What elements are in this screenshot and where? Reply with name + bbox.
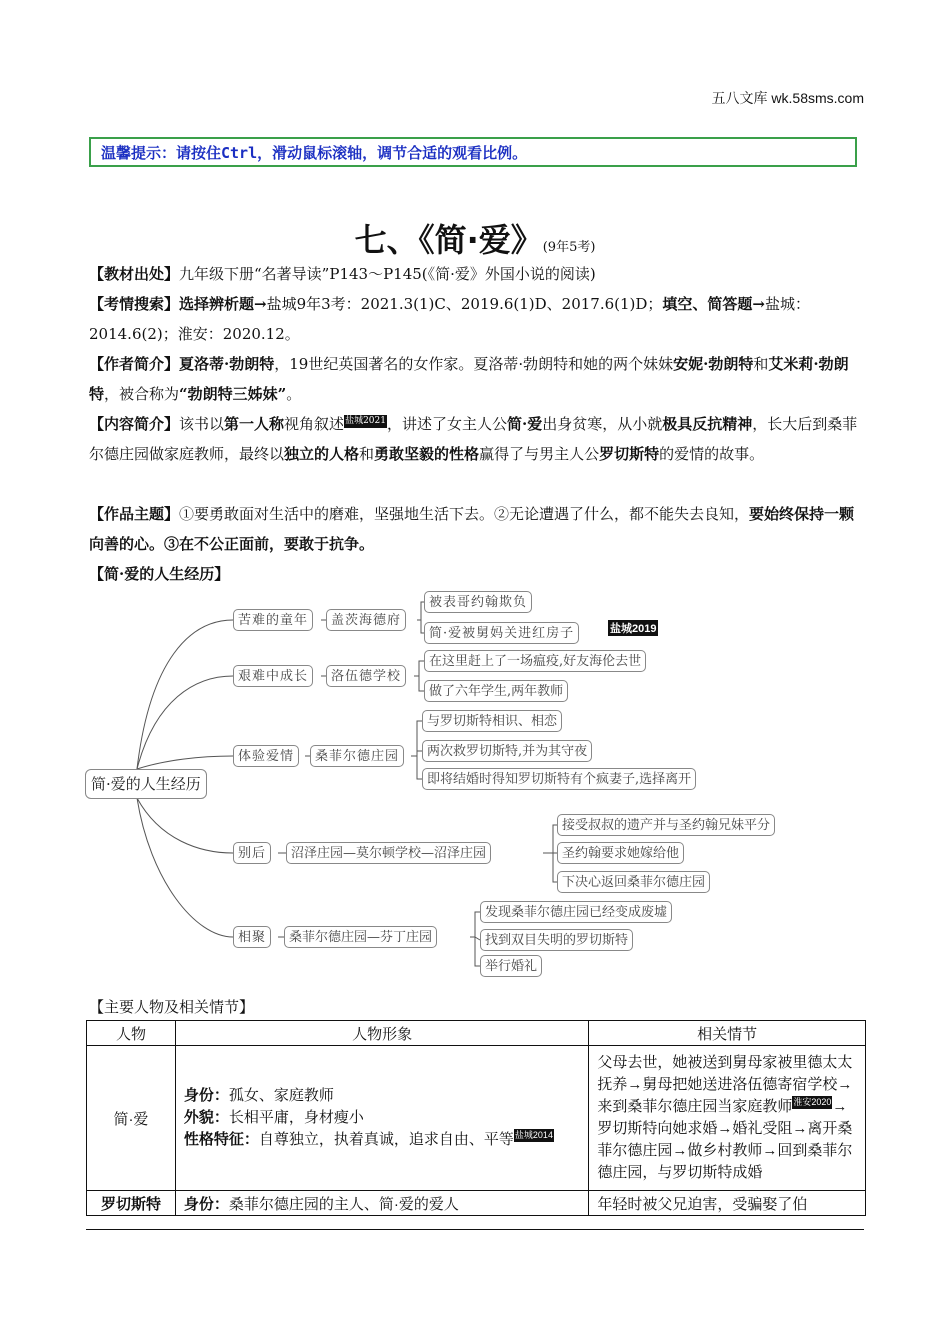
stage-node: 苦难的童年 xyxy=(233,609,313,631)
source-text: 九年级下册“名著导读”P143～P145(《简·爱》外国小说的阅读) xyxy=(179,265,596,283)
content-label: 【内容简介】 xyxy=(89,415,180,433)
tip-text: 温馨提示：请按住Ctrl，滑动鼠标滚轴，调节合适的观看比例。 xyxy=(101,144,528,162)
first-person: 第一人称 xyxy=(224,415,285,433)
exam-tag: 盐城2014 xyxy=(514,1130,553,1140)
author-text: ，19世纪英国著名的女作家。夏洛蒂·勃朗特和她的两个妹妹 xyxy=(274,355,674,373)
author-text: ，被合称为 xyxy=(104,385,180,403)
exam-label: 【考情搜索】 xyxy=(89,295,180,313)
site-watermark: 五八文库 wk.58sms.com xyxy=(711,90,864,106)
exam-tag: 淮安2020 xyxy=(793,1097,832,1107)
author-text: 和 xyxy=(753,355,769,373)
content-text: 视角叙述 xyxy=(284,415,345,433)
character-plot: 年轻时被父兄迫害，受骗娶了伯 xyxy=(589,1191,866,1216)
plot-text: 父母去世，她被送到舅母家被里德太太抚养→舅母把她送进洛伍德寄宿学校→来到桑菲尔德庄园当家庭教师 xyxy=(597,1054,853,1115)
column-header: 人物形象 xyxy=(175,1021,588,1046)
theme-label: 【作品主题】 xyxy=(89,505,180,523)
event-node: 在这里赶上了一场瘟疫,好友海伦去世 xyxy=(424,650,646,672)
character-name: 简·爱 xyxy=(87,1046,176,1191)
profile-label: 性格特征： xyxy=(183,1131,259,1148)
column-header: 相关情节 xyxy=(589,1021,866,1046)
stage-node: 相聚 xyxy=(233,926,271,948)
mindmap-heading: 【简·爱的人生经历】 xyxy=(89,565,230,583)
exam-choice-detail: 盐城9年3考：2021.3(1)C、2019.6(1)D、2017.6(1)D； xyxy=(266,295,663,313)
trait-independent: 独立的人格 xyxy=(284,445,360,463)
event-node: 即将结婚时得知罗切斯特有个疯妻子,选择离开 xyxy=(422,768,696,790)
event-node: 举行婚礼 xyxy=(480,955,542,977)
exam-fill: 填空、简答题→ xyxy=(662,295,765,313)
content-text: ，长大后到桑菲尔德庄园做家庭教师，最终以 xyxy=(89,415,858,463)
sister-anne: 安妮·勃朗特 xyxy=(673,355,754,373)
bronte-sisters: “勃朗特三姊妹” xyxy=(179,385,287,403)
table-row xyxy=(87,1191,866,1216)
mindmap-root: 简·爱的人生经历 xyxy=(85,769,207,799)
event-node: 发现桑菲尔德庄园已经变成废墟 xyxy=(480,901,672,923)
author-name: 夏洛蒂·勃朗特 xyxy=(179,355,275,373)
event-node: 圣约翰要求她嫁给他 xyxy=(557,842,684,864)
rebel-spirit: 极具反抗精神 xyxy=(662,415,753,433)
plot-text: →罗切斯特向她求婚→婚礼受阻→离开桑菲尔德庄园→做乡村教师→回到桑菲尔德庄园，与罗切斯特成婚 xyxy=(597,1098,853,1181)
hero-rochester: 罗切斯特 xyxy=(599,445,660,463)
profile-value: 桑菲尔德庄园的主人、简·爱的爱人 xyxy=(228,1195,459,1213)
exam-fill-detail: 盐城：2014.6(2)；淮安：2020.12。 xyxy=(89,295,811,343)
event-node: 下决心返回桑菲尔德庄园 xyxy=(557,871,710,893)
place-node: 盖茨海德府 xyxy=(326,609,406,631)
profile-value: 孤女、家庭教师 xyxy=(228,1087,334,1104)
profile-label: 身份： xyxy=(183,1195,229,1213)
event-node: 简·爱被舅妈关进红房子 xyxy=(424,622,579,644)
content-text: 赢得了与男主人公 xyxy=(479,445,600,463)
event-node: 与罗切斯特相识、相恋 xyxy=(422,710,562,732)
theme-text: ①要勇敢面对生活中的磨难，坚强地生活下去。②无论遭遇了什么，都不能失去良知， xyxy=(179,505,750,523)
stage-node: 体验爱情 xyxy=(233,745,299,767)
profile-label: 外貌： xyxy=(183,1109,229,1126)
character-profile xyxy=(175,1046,588,1191)
source-label: 【教材出处】 xyxy=(89,265,180,283)
stage-node: 艰难中成长 xyxy=(233,665,313,687)
place-node: 洛伍德学校 xyxy=(326,665,406,687)
event-node: 被表哥约翰欺负 xyxy=(424,591,532,613)
place-node: 桑菲尔德庄园 xyxy=(310,745,404,767)
event-node: 做了六年学生,两年教师 xyxy=(424,680,568,702)
content-text: ，讲述了女主人公 xyxy=(386,415,507,433)
characters-table xyxy=(86,1020,866,1216)
place-node: 沼泽庄园—莫尔顿学校—沼泽庄园 xyxy=(286,842,491,864)
footer-divider xyxy=(86,1229,864,1230)
sister-emily: 艾米莉·勃朗特 xyxy=(89,355,849,403)
content-text: 和 xyxy=(359,445,375,463)
exam-choice: 选择辨析题→ xyxy=(179,295,267,313)
profile-value: 长相平庸，身材瘦小 xyxy=(228,1109,364,1126)
profile-value: 自尊独立，执着真诚，追求自由、平等 xyxy=(258,1131,514,1148)
column-header: 人物 xyxy=(87,1021,176,1046)
title-count: (9年5考) xyxy=(542,240,596,255)
author-label: 【作者简介】 xyxy=(89,355,180,373)
character-profile xyxy=(175,1191,588,1216)
content-text: 出身贫寒，从小就 xyxy=(542,415,663,433)
place-node: 桑菲尔德庄园—芬丁庄园 xyxy=(284,926,437,948)
stage-node: 别后 xyxy=(233,842,271,864)
table-header-row xyxy=(87,1021,866,1046)
exam-tag: 盐城2021 xyxy=(345,416,386,426)
exam-tag: 盐城2019 xyxy=(608,620,658,636)
event-node: 接受叔叔的遗产并与圣约翰兄妹平分 xyxy=(557,814,775,836)
trait-brave: 勇敢坚毅的性格 xyxy=(374,445,480,463)
content-text: 的爱情的故事。 xyxy=(659,445,765,463)
author-text: 。 xyxy=(286,385,302,403)
heroine: 简·爱 xyxy=(506,415,543,433)
character-name: 罗切斯特 xyxy=(87,1191,176,1216)
table-row xyxy=(87,1046,866,1191)
characters-heading: 【主要人物及相关情节】 xyxy=(89,998,255,1016)
event-node: 两次救罗切斯特,并为其守夜 xyxy=(422,740,592,762)
character-plot xyxy=(589,1046,866,1191)
title-main: 七、《简·爱》 xyxy=(354,221,543,259)
event-node: 找到双目失明的罗切斯特 xyxy=(480,929,633,951)
profile-label: 身份： xyxy=(183,1087,229,1104)
content-text: 该书以 xyxy=(179,415,225,433)
theme-text-bold: 要始终保持一颗向善的心。③在不公正面前，要敢于抗争。 xyxy=(89,505,855,553)
